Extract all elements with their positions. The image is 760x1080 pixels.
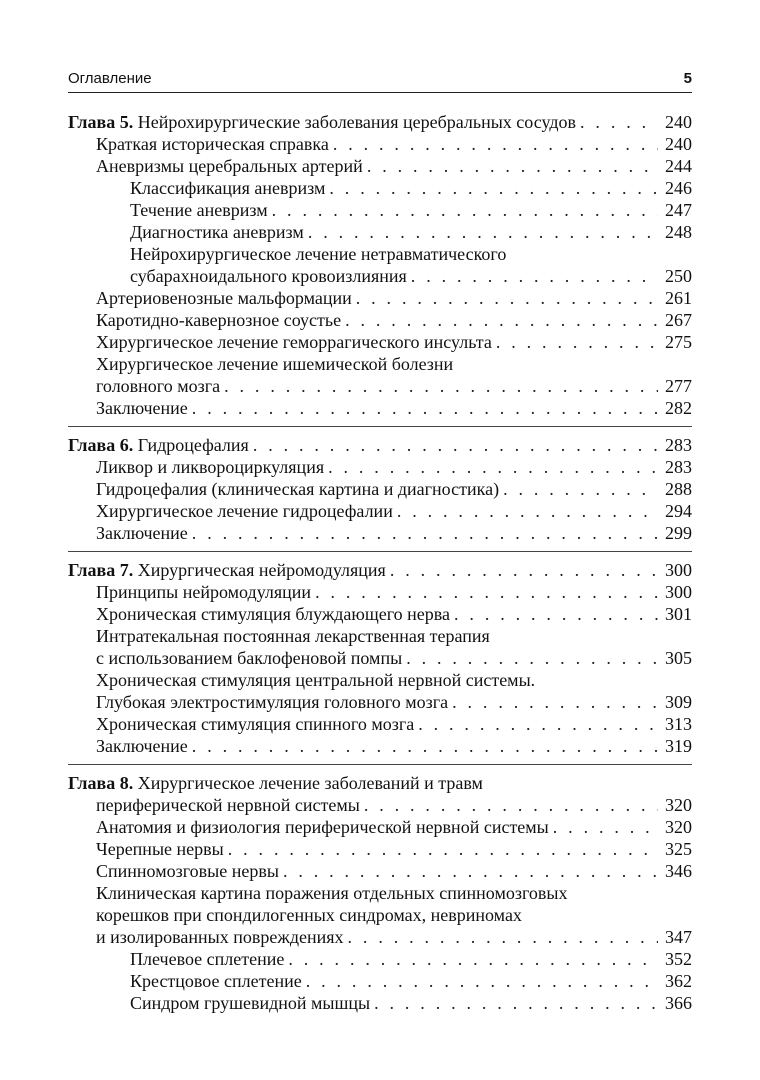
chapter-title: Гидроцефалия <box>137 435 249 455</box>
entry-title: Плечевое сплетение <box>130 949 285 969</box>
toc-entry[interactable] <box>68 199 692 221</box>
page-ref: 261 <box>665 288 692 308</box>
toc-entry[interactable] <box>68 948 692 970</box>
toc-entry[interactable] <box>68 713 692 735</box>
entry-title: Крестцовое сплетение <box>130 971 302 991</box>
entry-title: Краткая историческая справка <box>96 134 329 154</box>
toc-entry[interactable] <box>68 581 692 603</box>
page-ref: 319 <box>665 736 692 756</box>
toc-entry[interactable] <box>68 500 692 522</box>
toc-entry[interactable] <box>68 456 692 478</box>
page-ref: 362 <box>665 971 692 991</box>
toc-entry[interactable] <box>68 691 692 713</box>
page-ref: 320 <box>665 795 692 815</box>
entry-title: Хирургическое лечение гидроцефалии <box>96 501 393 521</box>
page-ref: 325 <box>665 839 692 859</box>
leader-dots <box>411 265 658 287</box>
toc-entry[interactable] <box>68 397 692 419</box>
entry-title: Черепные нервы <box>96 839 224 859</box>
chapter-title: Хирургическая нейромодуляция <box>137 560 386 580</box>
leader-dots <box>333 133 658 155</box>
page-ref: 283 <box>665 435 692 455</box>
toc-entry[interactable] <box>68 309 692 331</box>
entry-title: Глубокая электростимуляция головного мозга <box>96 692 449 712</box>
leader-dots <box>192 397 658 419</box>
leader-dots <box>406 647 658 669</box>
entry-title: Течение аневризм <box>130 200 268 220</box>
leader-dots <box>315 581 658 603</box>
leader-dots <box>390 559 658 581</box>
leader-dots <box>345 309 658 331</box>
toc-entry-chapter-line[interactable] <box>68 772 692 794</box>
leader-dots <box>356 287 658 309</box>
leader-dots <box>308 221 658 243</box>
entry-title: Каротидно-кавернозное соустье <box>96 310 342 330</box>
entry-title: Хроническая стимуляция центральной нервной системы. <box>96 670 536 690</box>
toc-entry-line[interactable] <box>68 353 692 375</box>
leader-dots <box>454 603 658 625</box>
leader-dots <box>328 456 658 478</box>
page-ref: 294 <box>665 501 692 521</box>
chapter-label: Глава 6. <box>68 435 134 455</box>
page-ref: 246 <box>665 178 692 198</box>
leader-dots <box>580 111 658 133</box>
entry-title: Хирургическое лечение геморрагического инсульта <box>96 332 492 352</box>
toc-entry-line[interactable] <box>68 669 692 691</box>
entry-title: Хроническая стимуляция блуждающего нерва <box>96 604 451 624</box>
leader-dots <box>553 816 658 838</box>
chapter-8 <box>68 764 692 1014</box>
toc-entry-line[interactable] <box>68 904 692 926</box>
page-ref: 275 <box>665 332 692 352</box>
leader-dots <box>374 992 658 1014</box>
page-ref: 313 <box>665 714 692 734</box>
leader-dots <box>228 838 658 860</box>
toc-entry[interactable] <box>68 735 692 757</box>
leader-dots <box>283 860 658 882</box>
toc-entry-line[interactable] <box>68 625 692 647</box>
chapter-label: Глава 7. <box>68 560 134 580</box>
page-ref: 247 <box>665 200 692 220</box>
toc-entry[interactable] <box>68 838 692 860</box>
toc-entry-chapter[interactable] <box>68 111 692 133</box>
toc-entry[interactable] <box>68 860 692 882</box>
entry-title: корешков при спондилогенных синдромах, невриномах <box>96 905 522 925</box>
page-ref: 248 <box>665 222 692 242</box>
toc-entry[interactable] <box>68 992 692 1014</box>
page-ref: 305 <box>665 648 692 668</box>
page-ref: 300 <box>665 582 692 602</box>
running-header <box>68 70 692 93</box>
leader-dots <box>348 926 658 948</box>
entry-title: Анатомия и физиология периферической нервной системы <box>96 817 549 837</box>
leader-dots <box>288 948 658 970</box>
toc-entry[interactable] <box>68 265 692 287</box>
entry-title: головного мозга <box>96 376 221 396</box>
entry-title: Клиническая картина поражения отдельных спинномозговых <box>96 883 568 903</box>
entry-title: Заключение <box>96 523 188 543</box>
entry-title: Классификация аневризм <box>130 178 326 198</box>
page-ref: 267 <box>665 310 692 330</box>
entry-title: субарахноидального кровоизлияния <box>130 266 407 286</box>
entry-title: Артериовенозные мальформации <box>96 288 352 308</box>
page-ref: 240 <box>665 134 692 154</box>
entry-title: Интратекальная постоянная лекарственная терапия <box>96 626 490 646</box>
toc-entry[interactable] <box>68 331 692 353</box>
entry-title: Диагностика аневризм <box>130 222 304 242</box>
chapter-7 <box>68 551 692 757</box>
page-ref: 347 <box>665 927 692 947</box>
leader-dots <box>253 434 658 456</box>
leader-dots <box>306 970 658 992</box>
toc-entry[interactable] <box>68 177 692 199</box>
chapter-label: Глава 5. <box>68 112 134 132</box>
page-ref: 300 <box>665 560 692 580</box>
page-ref: 244 <box>665 156 692 176</box>
toc-entry-chapter[interactable] <box>68 794 692 816</box>
entry-title: Аневризмы церебральных артерий <box>96 156 363 176</box>
toc-entry[interactable] <box>68 816 692 838</box>
entry-title: Заключение <box>96 736 188 756</box>
entry-title: с использованием баклофеновой помпы <box>96 648 403 668</box>
leader-dots <box>452 691 658 713</box>
leader-dots <box>192 735 658 757</box>
page-ref: 320 <box>665 817 692 837</box>
leader-dots <box>224 375 658 397</box>
toc-entry[interactable] <box>68 221 692 243</box>
leader-dots <box>503 478 658 500</box>
page-ref: 346 <box>665 861 692 881</box>
entry-title: Хроническая стимуляция спинного мозга <box>96 714 415 734</box>
chapter-title: Хирургическое лечение заболеваний и травм <box>137 773 483 793</box>
leader-dots <box>272 199 658 221</box>
leader-dots <box>192 522 658 544</box>
chapter-5 <box>68 111 692 419</box>
page-ref: 240 <box>665 112 692 132</box>
leader-dots <box>397 500 658 522</box>
toc-entry-chapter[interactable] <box>68 559 692 581</box>
page-ref: 282 <box>665 398 692 418</box>
chapter-6 <box>68 426 692 544</box>
leader-dots <box>418 713 658 735</box>
entry-title: Нейрохирургическое лечение нетравматического <box>130 244 507 264</box>
toc-entry-chapter[interactable] <box>68 434 692 456</box>
toc-entry[interactable] <box>68 287 692 309</box>
chapter-title-continued: периферической нервной системы <box>96 795 360 815</box>
entry-title: Хирургическое лечение ишемической болезни <box>96 354 454 374</box>
toc-entry[interactable] <box>68 522 692 544</box>
toc-entry[interactable] <box>68 133 692 155</box>
page-ref: 366 <box>665 993 692 1013</box>
page-ref: 277 <box>665 376 692 396</box>
toc-entry[interactable] <box>68 155 692 177</box>
toc-entry[interactable] <box>68 478 692 500</box>
entry-title: Спинномозговые нервы <box>96 861 279 881</box>
entry-title: Принципы нейромодуляции <box>96 582 312 602</box>
entry-title: Заключение <box>96 398 188 418</box>
leader-dots <box>367 155 658 177</box>
toc-entry[interactable] <box>68 926 692 948</box>
toc-entry[interactable] <box>68 375 692 397</box>
entry-title: Синдром грушевидной мышцы <box>130 993 371 1013</box>
chapter-title: Нейрохирургические заболевания церебральных сосудов <box>137 112 577 132</box>
toc-entry[interactable] <box>68 647 692 669</box>
page-ref: 299 <box>665 523 692 543</box>
page-ref: 309 <box>665 692 692 712</box>
page-ref: 283 <box>665 457 692 477</box>
page-ref: 250 <box>665 266 692 286</box>
chapter-label: Глава 8. <box>68 773 134 793</box>
toc-entry-line[interactable] <box>68 882 692 904</box>
toc-entry[interactable] <box>68 603 692 625</box>
entry-title: Гидроцефалия (клиническая картина и диагностика) <box>96 479 500 499</box>
toc-entry[interactable] <box>68 970 692 992</box>
entry-title: Ликвор и ликвороциркуляция <box>96 457 325 477</box>
page-ref: 288 <box>665 479 692 499</box>
page-number: 5 <box>683 70 692 87</box>
section-title: Оглавление <box>68 70 152 87</box>
page-ref: 301 <box>665 604 692 624</box>
toc-entry-line[interactable] <box>68 243 692 265</box>
leader-dots <box>364 794 658 816</box>
table-of-contents <box>68 111 692 1014</box>
leader-dots <box>496 331 658 353</box>
entry-title: и изолированных повреждениях <box>96 927 344 947</box>
leader-dots <box>329 177 658 199</box>
page-ref: 352 <box>665 949 692 969</box>
